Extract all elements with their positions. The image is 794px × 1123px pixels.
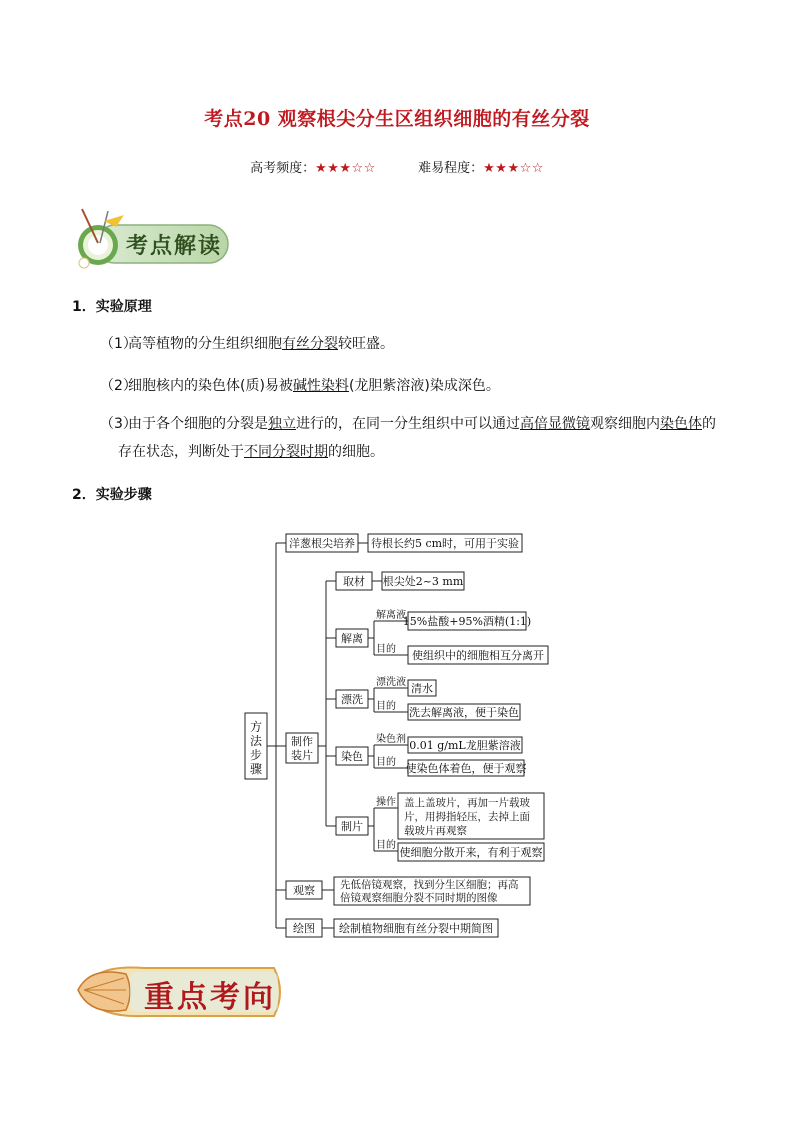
principle-3-underline-2: 高倍显微镜 (520, 416, 590, 432)
step1-label: 洋葱根尖培养 (289, 537, 355, 550)
ranse-label: 染色 (341, 750, 363, 763)
ranse-value-2: 使染色体着色，便于观察 (405, 762, 527, 775)
piaoxi-key-1: 漂洗液 (376, 677, 406, 688)
step4-label: 绘图 (293, 922, 315, 935)
zhipian-value-2: 使细胞分散开来，有利于观察 (399, 846, 543, 859)
method-steps-diagram (0, 525, 794, 945)
principle-3 (100, 410, 740, 466)
piaoxi-value-1: 清水 (411, 682, 433, 695)
step3-label: 观察 (293, 884, 315, 897)
qucai-detail: 根尖处2~3 mm (382, 575, 464, 588)
section1-heading: 1．实验原理 (72, 299, 152, 315)
principle-2 (100, 372, 740, 400)
principle-2-text-b: (龙胆紫溶液)染成深色。 (348, 378, 500, 394)
qucai-label: 取材 (343, 575, 365, 588)
zhongdian-banner-label: 重点考向 (144, 980, 276, 1015)
ranse-value-1: 0.01 g/mL龙胆紫溶液 (409, 739, 521, 752)
principle-1-num: （1） (100, 336, 137, 352)
piaoxi-key-2: 目的 (376, 701, 396, 712)
principle-2-underline: 碱性染料 (292, 378, 349, 394)
difficulty-label: 难易程度： (418, 161, 484, 176)
principle-3-text-b: 进行的，在同一分生组织中可以通过 (296, 416, 520, 432)
principle-3-text-a: 由于各个细胞的分裂是 (128, 416, 268, 432)
jieli-key-2: 目的 (376, 644, 396, 655)
ranse-key-1: 染色剂 (376, 734, 406, 745)
principle-2-text-a: 细胞核内的染色体(质)易被 (128, 378, 293, 394)
zhipian-value-1-line-1: 盖上盖玻片，再加一片载玻 (404, 797, 530, 809)
jieli-value-1: 15%盐酸+95%酒精(1:1) (402, 615, 532, 628)
principle-1 (100, 330, 740, 358)
piaoxi-value-2: 洗去解离液，便于染色 (409, 706, 519, 719)
principle-2-num: （2） (100, 378, 137, 394)
step2-label-1: 制作 (291, 735, 313, 748)
zhipian-value-1-line-2: 片，用拇指轻压，去掉上面 (404, 811, 530, 823)
jieli-value-2: 使组织中的细胞相互分离开 (412, 649, 544, 662)
principle-3-line2-a: 存在状态，判断处于 (118, 444, 244, 460)
step3-detail-line-1: 先低倍镜观察，找到分生区细胞；再高 (340, 879, 519, 891)
root-char-2: 法 (249, 734, 263, 748)
principle-1-underline: 有丝分裂 (282, 336, 338, 352)
kaodian-banner-label: 考点解读 (126, 233, 223, 259)
kaodian-banner (68, 205, 238, 271)
principle-3-underline-3: 染色体 (660, 416, 702, 432)
piaoxi-label: 漂洗 (341, 693, 363, 706)
zhipian-value-1-line-3: 载玻片再观察 (404, 825, 467, 837)
root-char-1: 方 (249, 720, 263, 734)
step4-detail: 绘制植物细胞有丝分裂中期简图 (339, 922, 493, 935)
root-char-3: 步 (249, 748, 263, 762)
jieli-key-1: 解离液 (376, 610, 406, 621)
difficulty-stars: ★★★☆☆ (483, 161, 544, 176)
frequency-label: 高考频度： (250, 161, 316, 176)
principle-3-num: （3） (100, 416, 137, 432)
zhongdian-banner (74, 960, 290, 1024)
principle-1-text-a: 高等植物的分生组织细胞 (128, 336, 282, 352)
principle-1-text-b: 较旺盛。 (338, 336, 394, 352)
zhipian-key-1: 操作 (376, 797, 396, 808)
frequency-stars: ★★★☆☆ (315, 161, 376, 176)
section2-heading: 2．实验步骤 (72, 487, 152, 503)
principle-3-text-c: 观察细胞内 (590, 416, 660, 432)
jieli-label: 解离 (341, 632, 363, 645)
ranse-key-2: 目的 (376, 757, 396, 768)
principle-3-underline-4: 不同分裂时期 (244, 444, 328, 460)
step3-detail-line-2: 倍镜观察细胞分裂不同时期的图像 (340, 892, 498, 904)
zhipian-key-2: 目的 (376, 840, 396, 851)
step1-detail: 待根长约5 cm时，可用于实验 (370, 537, 520, 550)
principle-3-line2-b: 的细胞。 (328, 444, 384, 460)
step2-label-2: 装片 (291, 749, 313, 762)
root-char-4: 骤 (249, 762, 263, 776)
principle-3-underline-1: 独立 (268, 416, 296, 432)
difficulty-line (0, 157, 794, 176)
page-title: 考点20 观察根尖分生区组织细胞的有丝分裂 (204, 108, 590, 130)
zhipian-label: 制片 (341, 820, 363, 833)
principle-3-text-d: 的 (702, 416, 716, 432)
